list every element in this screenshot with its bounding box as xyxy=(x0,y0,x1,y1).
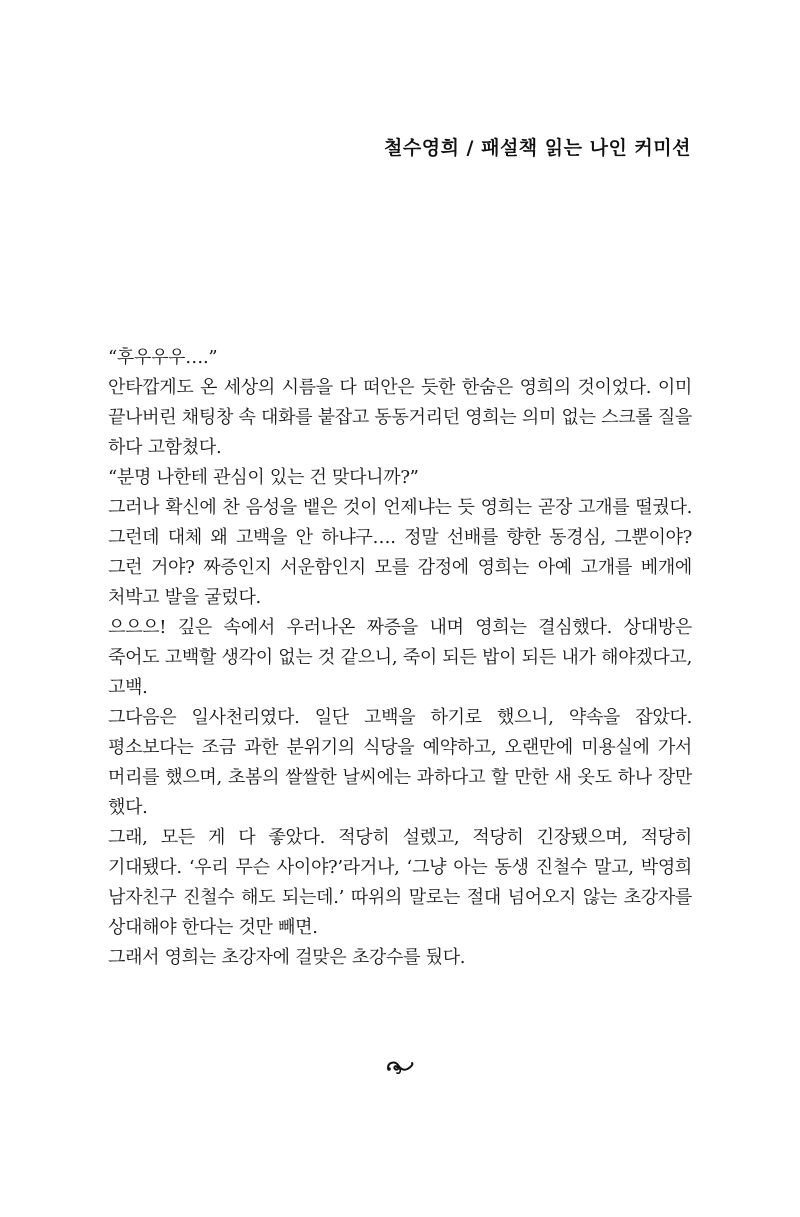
paragraph-3: “분명 나한테 관심이 있는 건 맞다니까?” xyxy=(108,467,419,488)
paragraph-6: 그다음은 일사천리였다. 일단 고백을 하기로 했으니, 약속을 잡았다. 평소보다는 조금 과한 분위기의 식당을 예약하고, 오랜만에 미용실에 가서 머리를 했으며, 초봄의 쌀쌀한 날씨에는 과하다고 할 만한 새 옷도 하나 장만 했다. xyxy=(108,707,692,818)
paragraph-8: 그래서 영희는 초강자에 걸맞은 초강수를 뒀다. xyxy=(108,947,466,968)
paragraph-5: 으으으! 깊은 속에서 우러나온 짜증을 내며 영희는 결심했다. 상대방은 죽어도 고백할 생각이 없는 것 같으니, 죽이 되든 밥이 되든 내가 해야겠다고, 고백. xyxy=(108,617,692,698)
page-header-title: 철수영희 / 패설책 읽는 나인 커미션 xyxy=(384,137,691,159)
fleuron-icon xyxy=(385,1058,415,1076)
paragraph-1: “후우우우….” xyxy=(108,347,218,368)
paragraph-7: 그래, 모든 게 다 좋았다. 적당히 설렜고, 적당히 긴장됐으며, 적당히 기대됐다. ‘우리 무슨 사이야?’라거나, ‘그냥 아는 동생 진철수 말고, 박영희 남자친구 진철수 해도 되는데.’ 따위의 말로는 절대 넘어오지 않는 초강자를 상대해야 한다는 것만 빼면. xyxy=(108,827,692,938)
paragraph-4: 그러나 확신에 찬 음성을 뱉은 것이 언제냐는 듯 영희는 곧장 고개를 떨궜다. 그런데 대체 왜 고백을 안 하냐구…. 정말 선배를 향한 동경심, 그뿐이야? 그런 거야? 짜증인지 서운함인지 모를 감정에 영희는 아예 고개를 베개에 처박고 발을 굴렀다. xyxy=(108,497,692,608)
body-text xyxy=(108,343,692,973)
paragraph-2: 안타깝게도 온 세상의 시름을 다 떠안은 듯한 한숨은 영희의 것이었다. 이미 끝나버린 채팅창 속 대화를 붙잡고 동동거리던 영희는 의미 없는 스크롤 질을 하다 고함쳤다. xyxy=(108,377,692,458)
